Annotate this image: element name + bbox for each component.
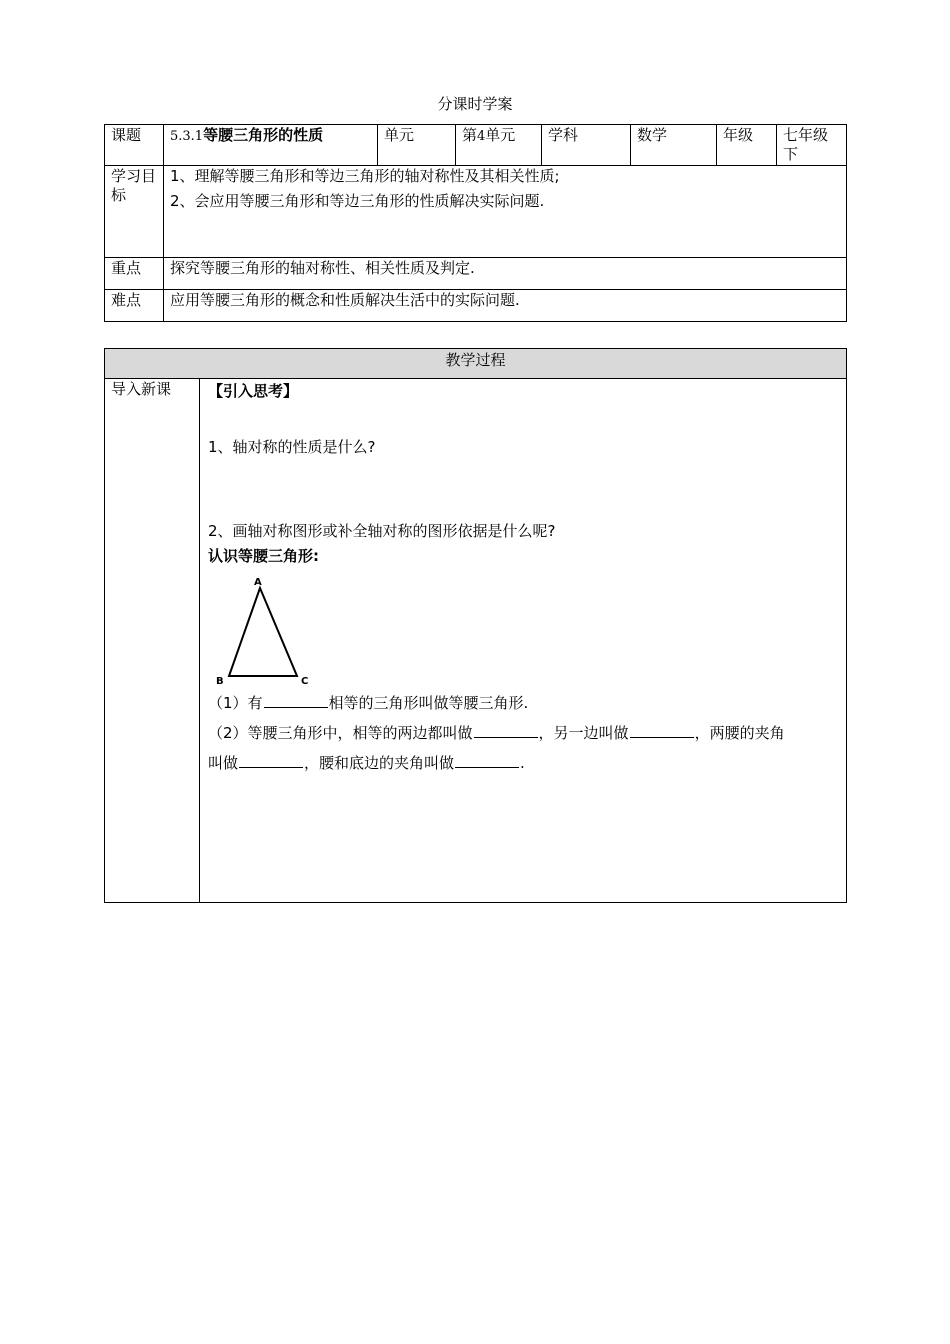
fill-question-1: [208, 693, 838, 713]
subject-value: 数学: [631, 125, 717, 166]
goals-label: 学习目标: [105, 166, 164, 258]
vertex-b-label: B: [216, 676, 224, 687]
answer-blank[interactable]: [630, 723, 694, 738]
vertex-a-label: A: [254, 577, 262, 588]
unit-label: 单元: [378, 125, 456, 166]
fill2-text: .: [520, 754, 525, 772]
intro-heading: 【引入思考】: [208, 382, 299, 400]
topic-value: 5.3.1等腰三角形的性质: [164, 125, 378, 166]
difficulty-label: 难点: [105, 290, 164, 322]
fill2-text: ，两腰的夹角: [694, 724, 785, 742]
goal-item: 1、理解等腰三角形和等边三角形的轴对称性及其相关性质;: [170, 167, 560, 185]
answer-blank[interactable]: [474, 723, 538, 738]
fill2-text: ，另一边叫做: [538, 724, 629, 742]
fill2-text: （2）等腰三角形中，相等的两边都叫做: [208, 724, 473, 742]
answer-blank[interactable]: [239, 753, 303, 768]
answer-blank[interactable]: [264, 693, 328, 708]
fill2-text: 叫做: [208, 754, 239, 772]
grade-value: 七年级下: [777, 125, 847, 166]
goals-cell: [164, 166, 847, 258]
vertex-c-label: C: [301, 676, 309, 687]
info-table: [104, 124, 847, 322]
process-header: 教学过程: [105, 349, 847, 379]
key-value: 探究等腰三角形的轴对称性、相关性质及判定.: [164, 258, 847, 290]
section-label: 导入新课: [105, 379, 200, 903]
goal-item: 2、会应用等腰三角形和等边三角形的性质解决实际问题.: [170, 192, 545, 210]
fill-question-2-cont: [208, 753, 838, 773]
triangle-figure: [208, 572, 328, 690]
process-content: [200, 379, 847, 903]
know-heading: 认识等腰三角形:: [208, 547, 319, 565]
fill1-text: 相等的三角形叫做等腰三角形.: [328, 694, 529, 712]
subject-label: 学科: [542, 125, 631, 166]
answer-blank[interactable]: [455, 753, 519, 768]
question-1: 1、轴对称的性质是什么?: [208, 438, 376, 456]
process-table: [104, 348, 847, 903]
difficulty-value: 应用等腰三角形的概念和性质解决生活中的实际问题.: [164, 290, 847, 322]
fill1-text: （1）有: [208, 694, 263, 712]
page-title: 分课时学案: [437, 95, 513, 113]
fill-question-2: [208, 723, 838, 743]
unit-value: 第4单元: [456, 125, 542, 166]
fill2-text: ，腰和底边的夹角叫做: [304, 754, 455, 772]
grade-label: 年级: [717, 125, 777, 166]
triangle-shape: [229, 588, 297, 676]
key-label: 重点: [105, 258, 164, 290]
question-2: 2、画轴对称图形或补全轴对称的图形依据是什么呢?: [208, 522, 556, 540]
topic-label: 课题: [105, 125, 164, 166]
